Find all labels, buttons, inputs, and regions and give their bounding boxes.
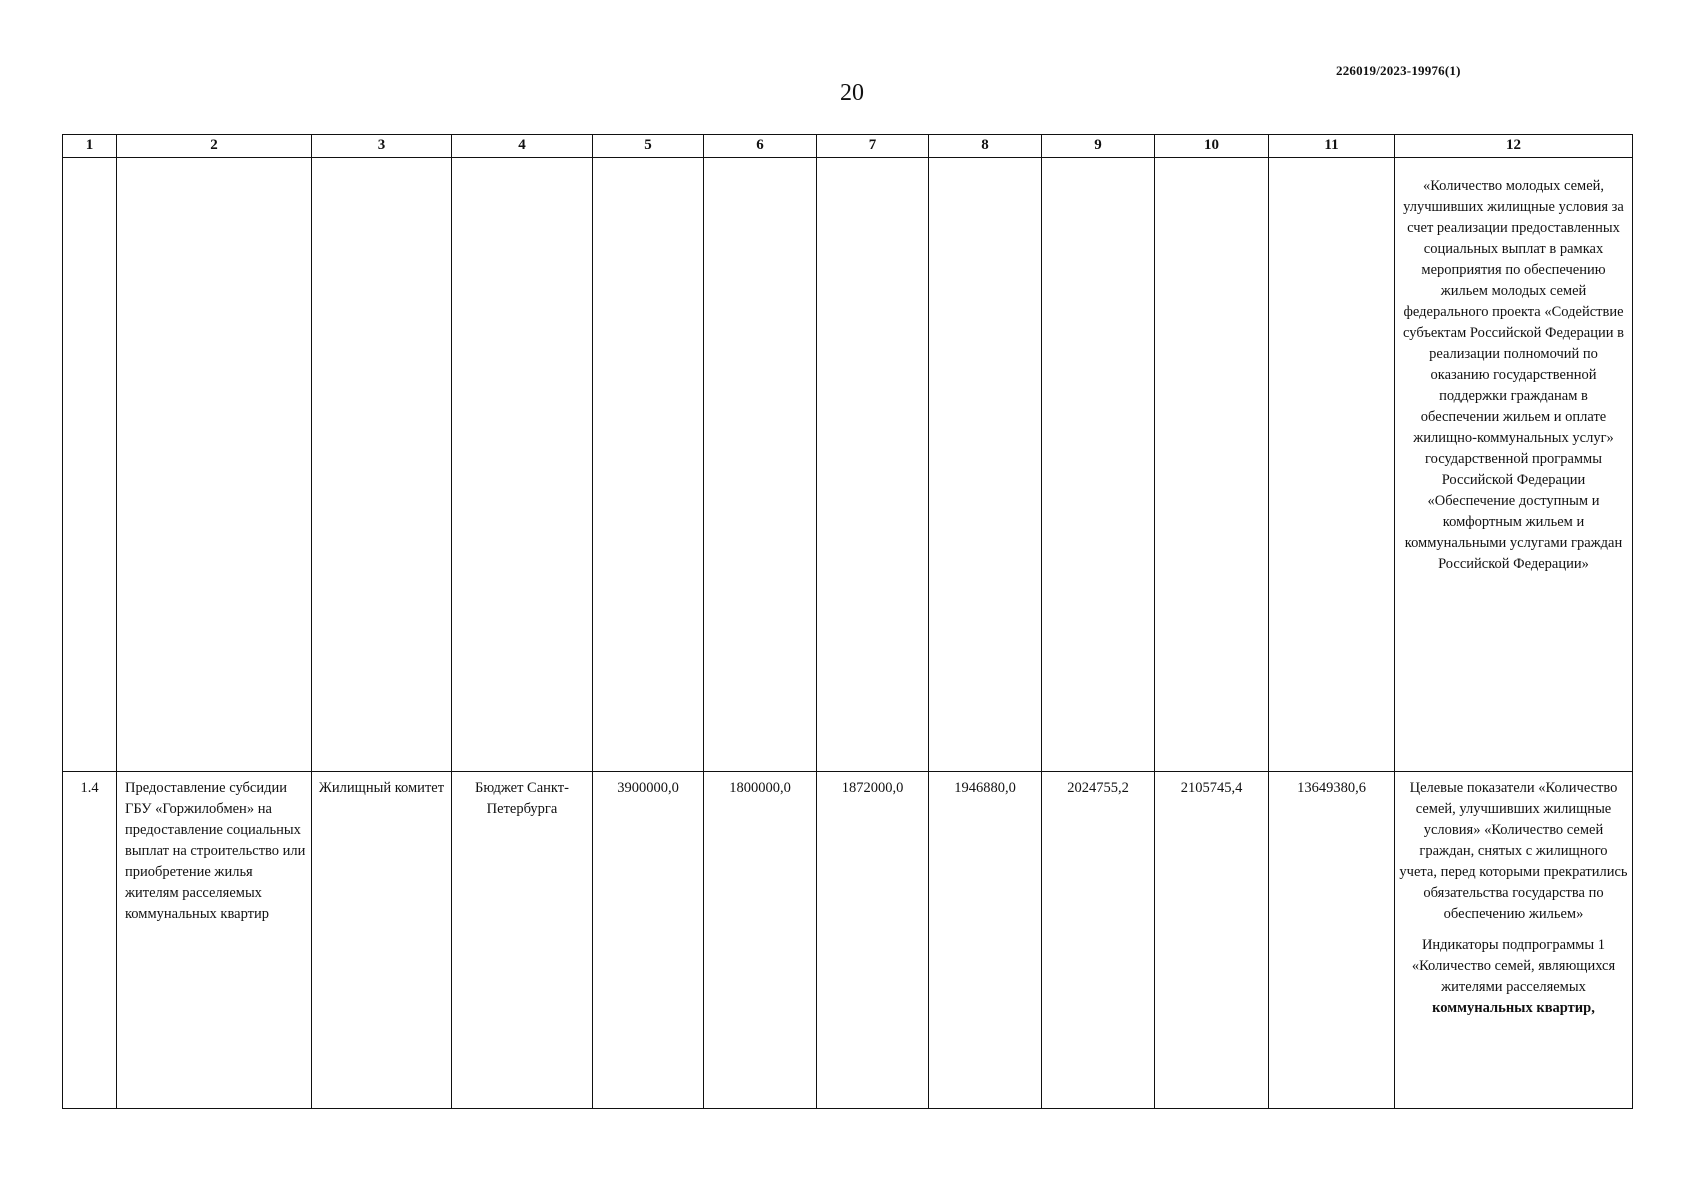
cell (452, 158, 593, 772)
table-row-1-4 (63, 772, 1633, 1109)
col-header-10: 10 (1155, 135, 1269, 158)
target-indicators: Целевые показатели «Количество семей, улучшивших жилищные условия» «Количество семей граждан, снятых с жилищного учета, перед которыми прекратились обязательства государства по обеспечению жильем» (1399, 780, 1628, 922)
cell (1269, 158, 1395, 772)
cell (312, 158, 452, 772)
col-header-1: 1 (63, 135, 117, 158)
indicator-text: «Количество молодых семей, улучшивших жилищные условия за счет реализации предоставленных социальных выплат в рамках мероприятия по обеспечению жильем молодых семей федерального проекта «Содействие субъектам Российской Федерации в реализации полномочий по оказанию государственной поддержки гражданам в обеспечении жильем и оплате жилищно-коммунальных услуг» государственной программы Российской Федерации «Обеспечение доступным и комфортным жильем и коммунальными услугами граждан Российской Федерации» (1395, 158, 1633, 772)
funding-source: Бюджет Санкт-Петербурга (452, 772, 593, 1109)
budget-table (62, 134, 1633, 1109)
table-row-continuation (63, 158, 1633, 772)
col-header-11: 11 (1269, 135, 1395, 158)
cell (593, 158, 704, 772)
amount-col10: 2105745,4 (1155, 772, 1269, 1109)
cell (1042, 158, 1155, 772)
col-header-12: 12 (1395, 135, 1633, 158)
subprogram-indicators: Индикаторы подпрограммы 1 «Количество семей, являющихся жителями расселяемых (1411, 937, 1616, 995)
col-header-3: 3 (312, 135, 452, 158)
col-header-4: 4 (452, 135, 593, 158)
page-number: 20 (840, 80, 864, 106)
cell (1155, 158, 1269, 772)
amount-col9: 2024755,2 (1042, 772, 1155, 1109)
col-header-7: 7 (817, 135, 929, 158)
amount-col6: 1800000,0 (704, 772, 817, 1109)
cell (929, 158, 1042, 772)
subprogram-indicators-cont: коммунальных квартир, (1432, 1000, 1595, 1016)
document-id: 226019/2023-19976(1) (1336, 63, 1461, 78)
col-header-9: 9 (1042, 135, 1155, 158)
col-header-5: 5 (593, 135, 704, 158)
amount-col8: 1946880,0 (929, 772, 1042, 1109)
indicators-cell (1395, 772, 1633, 1109)
cell (63, 158, 117, 772)
header-row (63, 135, 1633, 158)
measure-name: Предоставление субсидии ГБУ «Горжилобмен» на предоставление социальных выплат на строительство или приобретение жилья жителям расселяемых коммунальных квартир (117, 772, 312, 1109)
amount-col5: 3900000,0 (593, 772, 704, 1109)
col-header-8: 8 (929, 135, 1042, 158)
amount-col7: 1872000,0 (817, 772, 929, 1109)
amount-total: 13649380,6 (1269, 772, 1395, 1109)
col-header-2: 2 (117, 135, 312, 158)
cell (704, 158, 817, 772)
executor: Жилищный комитет (312, 772, 452, 1109)
col-header-6: 6 (704, 135, 817, 158)
cell (117, 158, 312, 772)
row-number: 1.4 (63, 772, 117, 1109)
cell (817, 158, 929, 772)
